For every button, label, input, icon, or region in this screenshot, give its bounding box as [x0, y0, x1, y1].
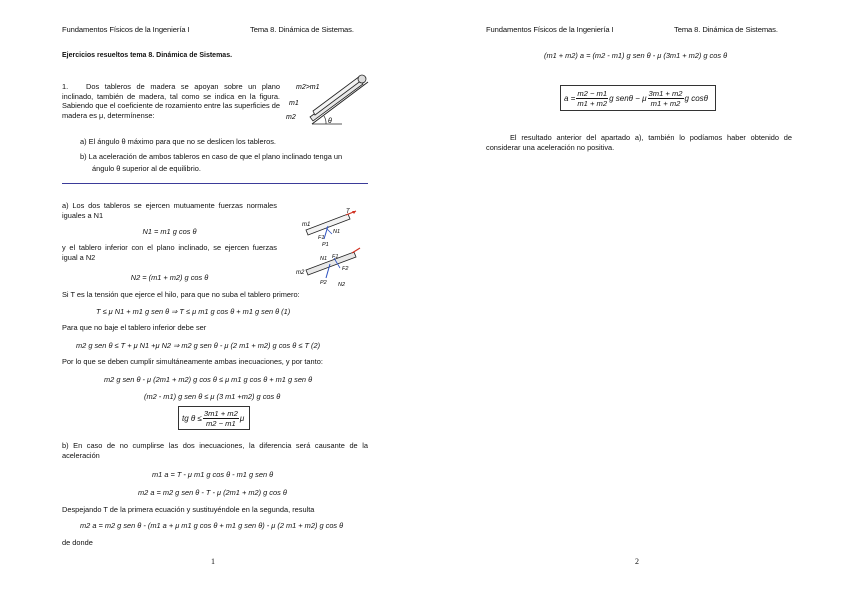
box2-num1: m2 − m1 — [577, 88, 608, 98]
fbd-label-P2: P2 — [320, 280, 327, 286]
header-course: Fundamentos Físicos de la Ingeniería I — [62, 25, 190, 34]
box2-lhs: a = — [564, 93, 576, 103]
sol-a-text5: Por lo que se deben cumplir simultáneamente ambas inecuaciones, y por tanto: — [62, 357, 323, 366]
boxed-tail: μ — [239, 413, 245, 423]
box2-den1: m1 + m2 — [577, 98, 608, 108]
item-a: a) El ángulo θ máximo para que no se deslicen los tableros. — [80, 137, 276, 146]
eq-N1: N1 = m1 g cos θ — [142, 227, 197, 236]
problem-number: 1. — [62, 82, 69, 91]
boxed-den: m2 − m1 — [205, 418, 236, 428]
boxed-fraction — [203, 409, 239, 428]
sol-a-text2: y el tablero inferior con el plano inclinado, se ejercen fuerzas igual a N2 — [62, 243, 277, 262]
fbd-label-N1: N1 — [333, 229, 341, 235]
fbd-label-m2: m2 — [296, 270, 305, 276]
sol-a-intro: a) Los dos tableros se ejercen mutuamente fuerzas normales iguales a N1 — [62, 201, 277, 220]
item-b-line1: b) La aceleración de ambos tableros en caso de que el plano inclinado tenga un — [80, 152, 343, 161]
fbd-label-P1: P1 — [322, 242, 329, 248]
note-text: El resultado anterior del apartado a), también lo podíamos haber obtenido de considerar una aceleración no positiva. — [486, 133, 792, 152]
header-topic: Tema 8. Dinámica de Sistemas. — [250, 25, 354, 34]
section-title: Ejercicios resueltos tema 8. Dinámica de Sistemas. — [62, 52, 233, 59]
pulley-icon — [358, 75, 366, 83]
sol-b-text6: Despejando T de la primera ecuación y sustituyéndole en la segunda, resulta — [62, 505, 315, 514]
label-m2: m2 — [286, 114, 296, 121]
fbd-board-m1 — [306, 214, 350, 235]
fbd-label-m1: m1 — [302, 222, 311, 228]
eq-N2: N2 = (m1 + m2) g cos θ — [130, 273, 209, 282]
separator-rule — [62, 183, 368, 184]
figure-free-body — [296, 206, 366, 290]
page-number-1: 1 — [211, 557, 215, 566]
eq-7: m2 a = m2 g sen θ - (m1 a + μ m1 g cos θ + m1 g sen θ) - μ (2 m1 + m2) g cos θ — [80, 521, 344, 530]
header-topic-2: Tema 8. Dinámica de Sistemas. — [674, 25, 778, 34]
sol-a-text3: Si T es la tensión que ejerce el hilo, para que no suba el tablero primero: — [62, 290, 300, 299]
eq-5: m1 a = T - μ m1 g cos θ - m1 g sen θ — [152, 470, 274, 479]
box2-mid: g senθ − μ — [609, 93, 647, 103]
header-course-2: Fundamentos Físicos de la Ingeniería I — [486, 25, 614, 34]
box2-frac2 — [648, 89, 684, 108]
box2-tail: g cosθ — [684, 93, 708, 103]
fbd-label-N2: N2 — [338, 282, 346, 288]
sol-b-text7: de donde — [62, 538, 93, 547]
boxed-result-b — [560, 85, 716, 111]
eq-3: m2 g sen θ - μ (2m1 + m2) g cos θ ≤ μ m1 g cos θ + m1 g sen θ — [104, 375, 313, 384]
page-2 — [424, 0, 848, 599]
boxed-lhs: tg θ ≤ — [182, 413, 202, 423]
fbd-label-F1-b: F1 — [332, 254, 339, 260]
sol-a-text4: Para que no baje el tablero inferior debe ser — [62, 323, 207, 332]
box2-num2: 3m1 + m2 — [648, 88, 683, 98]
angle-arc — [324, 116, 326, 124]
label-theta: θ — [328, 118, 332, 125]
label-m1: m1 — [289, 100, 299, 107]
fbd-label-T: T — [346, 209, 350, 215]
boxed-result-a — [178, 406, 250, 430]
eq-6: m2 a = m2 g sen θ - T - μ (2m1 + m2) g cos θ — [138, 488, 287, 497]
problem-statement: Dos tableros de madera se apoyan sobre un plano inclinado, también de madera, tal como se indica en la figura. Sabiendo que el coeficiente de rozamiento entre las superficies de madera es μ, determínense: — [62, 82, 280, 120]
fbd-label-F1: F1 — [318, 235, 325, 241]
fbd-label-F2: F2 — [342, 266, 349, 272]
sol-b-intro: b) En caso de no cumplirse las dos inecuaciones, la diferencia será causante de la aceleración — [62, 441, 368, 460]
box2-den2: m1 + m2 — [650, 98, 681, 108]
figure-inclined-plane — [282, 72, 372, 132]
fbd-label-N1-b: N1 — [320, 256, 328, 262]
eq-top: (m1 + m2) a = (m2 - m1) g sen θ - μ (3m1 + m2) g cos θ — [544, 51, 728, 60]
boxed-num: 3m1 + m2 — [203, 408, 238, 418]
board-m1 — [313, 76, 362, 115]
box2-frac1 — [576, 89, 608, 108]
eq-1: T ≤ μ N1 + m1 g sen θ ⇒ T ≤ μ m1 g cos θ + m1 g sen θ (1) — [96, 307, 291, 316]
item-b-line2: ángulo θ superior al de equilibrio. — [92, 164, 201, 173]
eq-2: m2 g sen θ ≤ T + μ N1 +μ N2 ⇒ m2 g sen θ - μ (2 m1 + m2) g cos θ ≤ T (2) — [76, 341, 321, 350]
label-m2-gt-m1: m2>m1 — [296, 84, 320, 91]
arrow-T2 — [352, 248, 360, 253]
fbd-board-m2 — [306, 252, 356, 275]
page-number-2: 2 — [635, 557, 639, 566]
eq-4: (m2 - m1) g sen θ ≤ μ (3 m1 +m2) g cos θ — [144, 392, 281, 401]
incline-line — [312, 82, 368, 124]
